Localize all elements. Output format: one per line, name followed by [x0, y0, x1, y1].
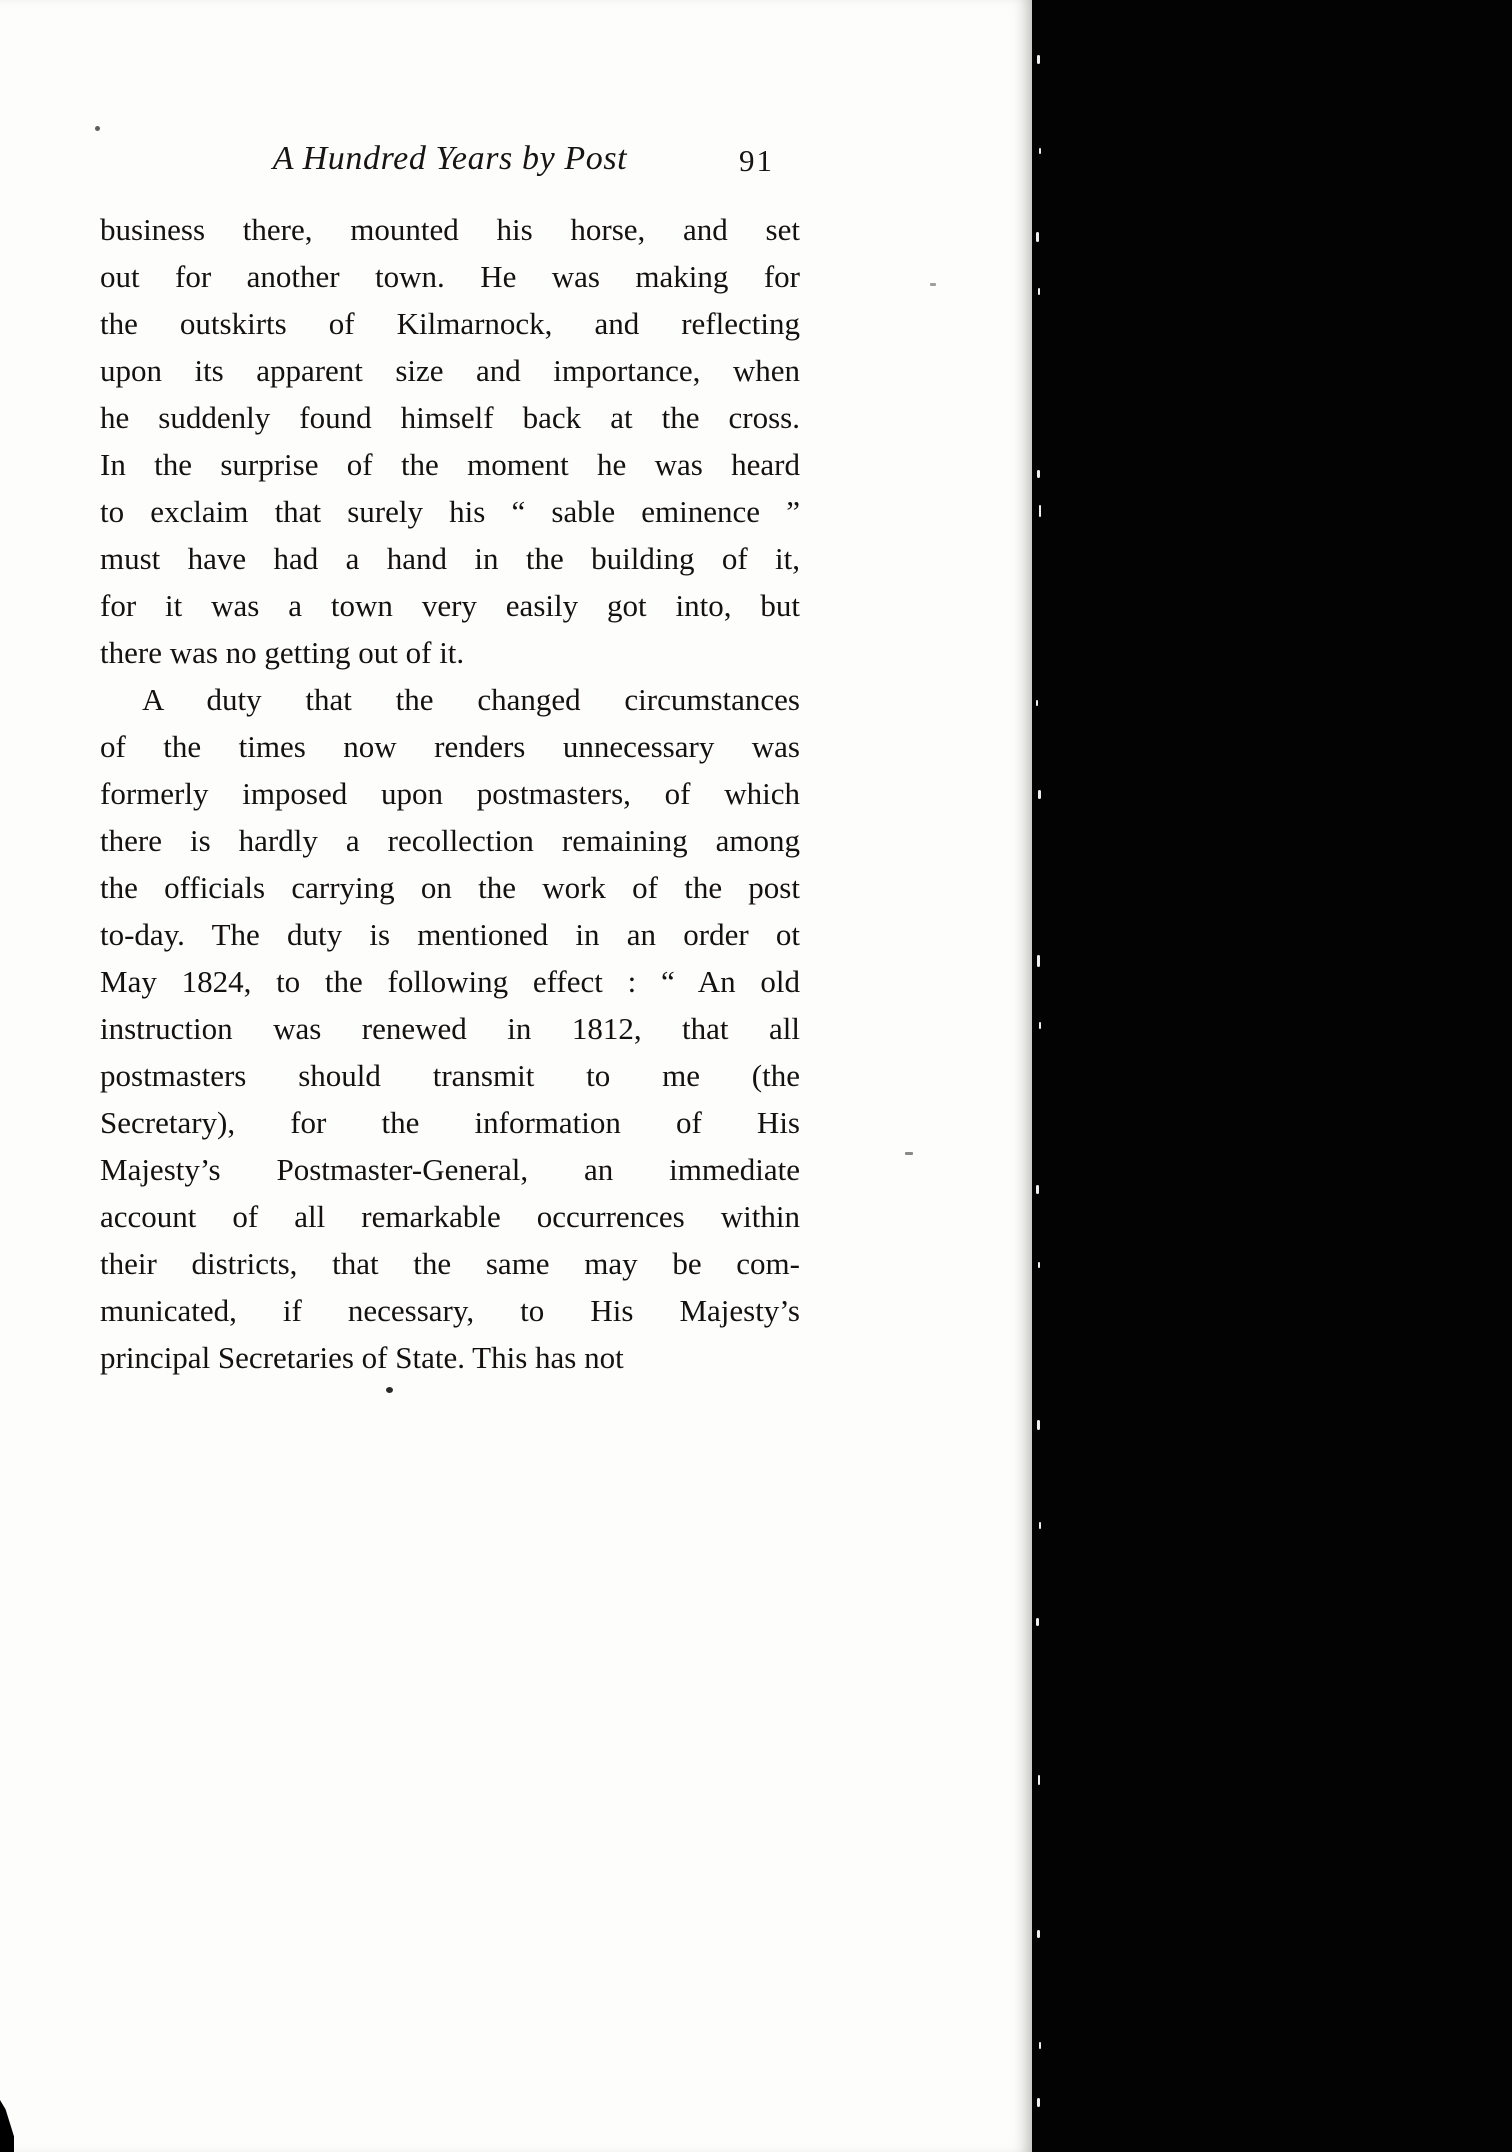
- scan-speck: [1038, 790, 1041, 799]
- scan-speck: [1039, 505, 1041, 517]
- text-line: Secretary), for the information of His: [100, 1105, 800, 1140]
- text-line: account of all remarkable occurrences within: [100, 1199, 800, 1234]
- text-line: upon its apparent size and importance, when: [100, 353, 800, 388]
- text-line: municated, if necessary, to His Majesty’s: [100, 1293, 800, 1328]
- scan-speck: [1036, 700, 1038, 706]
- scan-speck: [1039, 2042, 1041, 2049]
- text-line: the outskirts of Kilmarnock, and reflecting: [100, 306, 800, 341]
- text-line: In the surprise of the moment he was heard: [100, 447, 800, 482]
- text-line: there was no getting out of it.: [100, 635, 465, 670]
- text-line: of the times now renders unnecessary was: [100, 729, 800, 764]
- scan-speck: [1036, 232, 1039, 242]
- text-line: their districts, that the same may be com-: [100, 1246, 800, 1281]
- text-line: must have had a hand in the building of it,: [100, 541, 800, 576]
- text-line: principal Secretaries of State. This has not: [100, 1340, 624, 1375]
- page-number: 91: [739, 143, 774, 178]
- scan-speck: [1039, 1522, 1041, 1529]
- scan-speck: [1037, 955, 1040, 967]
- scan-speck: [1037, 1930, 1040, 1938]
- scan-speck: [1039, 1022, 1041, 1029]
- running-title: A Hundred Years by Post: [272, 140, 628, 177]
- text-line: there is hardly a recollection remaining among: [100, 823, 800, 858]
- page-header: [100, 140, 800, 192]
- text-line: instruction was renewed in 1812, that all: [100, 1011, 800, 1046]
- scan-speck: [1038, 1775, 1040, 1785]
- ink-speck: [905, 1152, 913, 1155]
- scan-speck: [1036, 1185, 1039, 1194]
- text-line: out for another town. He was making for: [100, 259, 800, 294]
- scan-speck: [1037, 470, 1040, 478]
- text-line: formerly imposed upon postmasters, of which: [100, 776, 800, 811]
- ink-speck: [386, 1387, 393, 1393]
- text-line: the officials carrying on the work of the post: [100, 870, 800, 905]
- ink-speck: [930, 283, 936, 286]
- scan-speck: [1038, 1262, 1040, 1268]
- scan-speck: [1038, 288, 1040, 295]
- scan-speck: [1037, 2098, 1040, 2107]
- text-line: May 1824, to the following effect : “ An old: [100, 964, 800, 999]
- scan-speck: [1036, 1618, 1039, 1626]
- text-line: postmasters should transmit to me (the: [100, 1058, 800, 1093]
- text-line: A duty that the changed circumstances: [142, 682, 800, 717]
- text-line: to exclaim that surely his “ sable eminence ”: [100, 494, 800, 529]
- text-line: Majesty’s Postmaster-General, an immediate: [100, 1152, 800, 1187]
- text-line: business there, mounted his horse, and set: [100, 212, 800, 247]
- scan-speck: [1037, 55, 1040, 64]
- text-line: for it was a town very easily got into, but: [100, 588, 800, 623]
- scan-speck: [1037, 1420, 1040, 1430]
- text-line: to-day. The duty is mentioned in an order ot: [100, 917, 800, 952]
- scanner-background: [1032, 0, 1512, 2152]
- ink-speck: [95, 126, 100, 131]
- text-block: [100, 206, 800, 1381]
- text-line: he suddenly found himself back at the cross.: [100, 400, 800, 435]
- scan-speck: [1039, 148, 1041, 154]
